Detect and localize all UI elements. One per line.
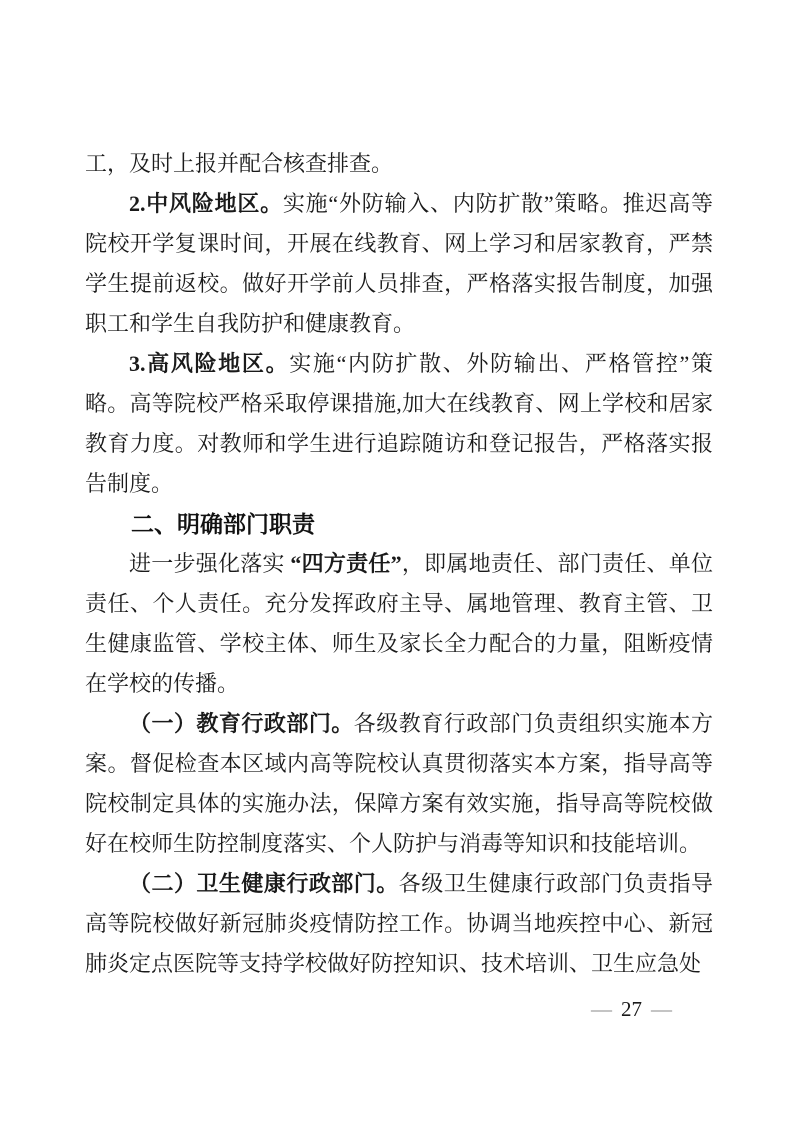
paragraph-education-dept bbox=[85, 704, 713, 864]
footer-dash-right: — bbox=[651, 997, 672, 1021]
document-body bbox=[85, 144, 713, 984]
page-number: 27 bbox=[621, 997, 642, 1021]
high-risk-label: 3.高风险地区。 bbox=[129, 351, 290, 376]
four-duties-prefix: 进一步强化落实 bbox=[129, 551, 291, 576]
footer-dash-left: — bbox=[591, 997, 612, 1021]
paragraph-continuation-text: 工，及时上报并配合核查排查。 bbox=[85, 151, 394, 176]
education-dept-body: 各级教育行政部门负责组织实施本方案。督促检查本区域内高等院校认真贯彻落实本方案，指导高等院校制定具体的实施办法，保障方案有效实施，指导高等院校做好在校师生防控制度落实、个人防护与消毒等知识和技能培训。 bbox=[85, 711, 713, 856]
education-dept-label: （一）教育行政部门。 bbox=[129, 711, 354, 736]
medium-risk-body: 实施“外防输入、内防扩散”策略。推迟高等院校开学复课时间，开展在线教育、网上学习和居家教育，严禁学生提前返校。做好开学前人员排查，严格落实报告制度，加强职工和学生自我防护和健康教育。 bbox=[85, 191, 713, 336]
section-heading-department-duties: 二、明确部门职责 bbox=[131, 511, 315, 537]
paragraph-continuation bbox=[85, 144, 713, 184]
high-risk-body: 实施“内防扩散、外防输出、严格管控”策略。高等院校严格采取停课措施,加大在线教育、网上学校和居家教育力度。对教师和学生进行追踪随访和登记报告，严格落实报告制度。 bbox=[85, 351, 713, 496]
paragraph-high-risk-area bbox=[85, 344, 713, 504]
health-dept-body: 各级卫生健康行政部门负责指导高等院校做好新冠肺炎疫情防控工作。协调当地疾控中心、新冠肺炎定点医院等支持学校做好防控知识、技术培训、卫生应急处 bbox=[85, 871, 713, 976]
paragraph-four-duties bbox=[85, 544, 713, 704]
four-duties-suffix: ，即属地责任、部门责任、单位责任、个人责任。充分发挥政府主导、属地管理、教育主管、卫生健康监管、学校主体、师生及家长全力配合的力量，阻断疫情在学校的传播。 bbox=[85, 551, 713, 696]
four-duties-bold-term: “四方责任” bbox=[290, 551, 402, 576]
paragraph-health-dept bbox=[85, 864, 713, 984]
paragraph-medium-risk-area bbox=[85, 184, 713, 344]
page-footer bbox=[582, 997, 681, 1021]
medium-risk-label: 2.中风险地区。 bbox=[129, 191, 283, 216]
health-dept-label: （二）卫生健康行政部门。 bbox=[129, 871, 399, 896]
